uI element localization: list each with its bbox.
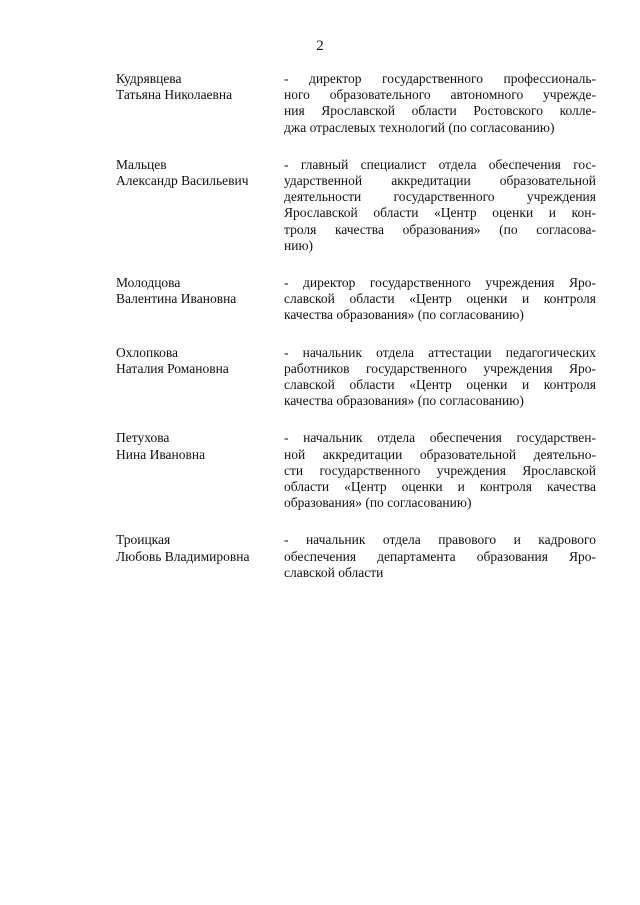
- member-entry: [116, 157, 596, 254]
- member-entry: [116, 345, 596, 410]
- position-line: нию): [284, 237, 314, 253]
- member-entry: [116, 275, 596, 324]
- position-line: джа отраслевых технологий (по согласованию): [284, 119, 555, 135]
- member-position: [284, 157, 596, 254]
- member-name: [116, 345, 284, 410]
- member-position: [284, 345, 596, 410]
- position-line: работников государственного учреждения Яро-: [284, 360, 596, 376]
- member-entry: [116, 71, 596, 136]
- member-position: [284, 532, 596, 581]
- member-name: [116, 157, 284, 254]
- member-surname: Кудрявцева: [116, 71, 182, 86]
- member-name: [116, 275, 284, 324]
- member-given-names: Наталия Романовна: [116, 360, 229, 376]
- member-surname: Троицкая: [116, 532, 171, 548]
- position-line: ного образовательного автономного учрежде-: [284, 87, 596, 103]
- member-position: [284, 275, 596, 324]
- member-name: [116, 532, 284, 581]
- position-line: троля качества образования» (по согласова-: [284, 221, 596, 237]
- member-name: [116, 71, 284, 136]
- member-given-names: Александр Васильевич: [116, 173, 249, 189]
- member-position: [284, 71, 596, 136]
- position-line: обеспечения департамента образования Яро-: [284, 548, 596, 564]
- member-entry: [116, 430, 596, 511]
- position-line: - начальник отдела правового и кадрового: [284, 532, 596, 548]
- member-name: [116, 430, 284, 511]
- member-surname: Петухова: [116, 430, 170, 446]
- position-line: качества образования» (по согласованию): [284, 307, 524, 323]
- commission-member-list: [116, 71, 596, 602]
- position-line: - начальник отдела обеспечения государствен-: [284, 430, 596, 446]
- member-given-names: Валентина Ивановна: [116, 291, 237, 307]
- position-line: ния Ярославской области Ростовского колле-: [284, 103, 596, 119]
- member-given-names: Нина Ивановна: [116, 446, 206, 462]
- position-line: сти государственного учреждения Ярославской: [284, 462, 596, 478]
- position-line: - главный специалист отдела обеспечения гос-: [284, 156, 596, 172]
- member-given-names: Любовь Владимировна: [116, 548, 250, 564]
- position-line: - начальник отдела аттестации педагогических: [284, 344, 596, 360]
- member-surname: Молодцова: [116, 275, 181, 291]
- position-line: ударственной аккредитации образовательной: [284, 173, 596, 189]
- position-line: качества образования» (по согласованию): [284, 393, 524, 409]
- member-surname: Охлопкова: [116, 344, 179, 360]
- member-entry: [116, 532, 596, 581]
- position-line: славской области «Центр оценки и контроля: [284, 291, 596, 307]
- position-line: - директор государственного учреждения Яро-: [284, 275, 596, 291]
- member-surname: Мальцев: [116, 156, 167, 172]
- member-position: [284, 430, 596, 511]
- position-line: области «Центр оценки и контроля качества: [284, 479, 596, 495]
- member-given-names: Татьяна Николаевна: [116, 87, 233, 103]
- position-line: деятельности государственного учреждения: [284, 189, 596, 205]
- position-line: славской области: [284, 564, 384, 580]
- position-line: ной аккредитации образовательной деятельно-: [284, 446, 596, 462]
- position-line: - директор государственного профессиональ-: [284, 71, 596, 86]
- position-line: образования» (по согласованию): [284, 495, 472, 511]
- position-line: славской области «Центр оценки и контроля: [284, 377, 596, 393]
- position-line: Ярославской области «Центр оценки и кон-: [284, 205, 596, 221]
- page-number: 2: [316, 38, 324, 54]
